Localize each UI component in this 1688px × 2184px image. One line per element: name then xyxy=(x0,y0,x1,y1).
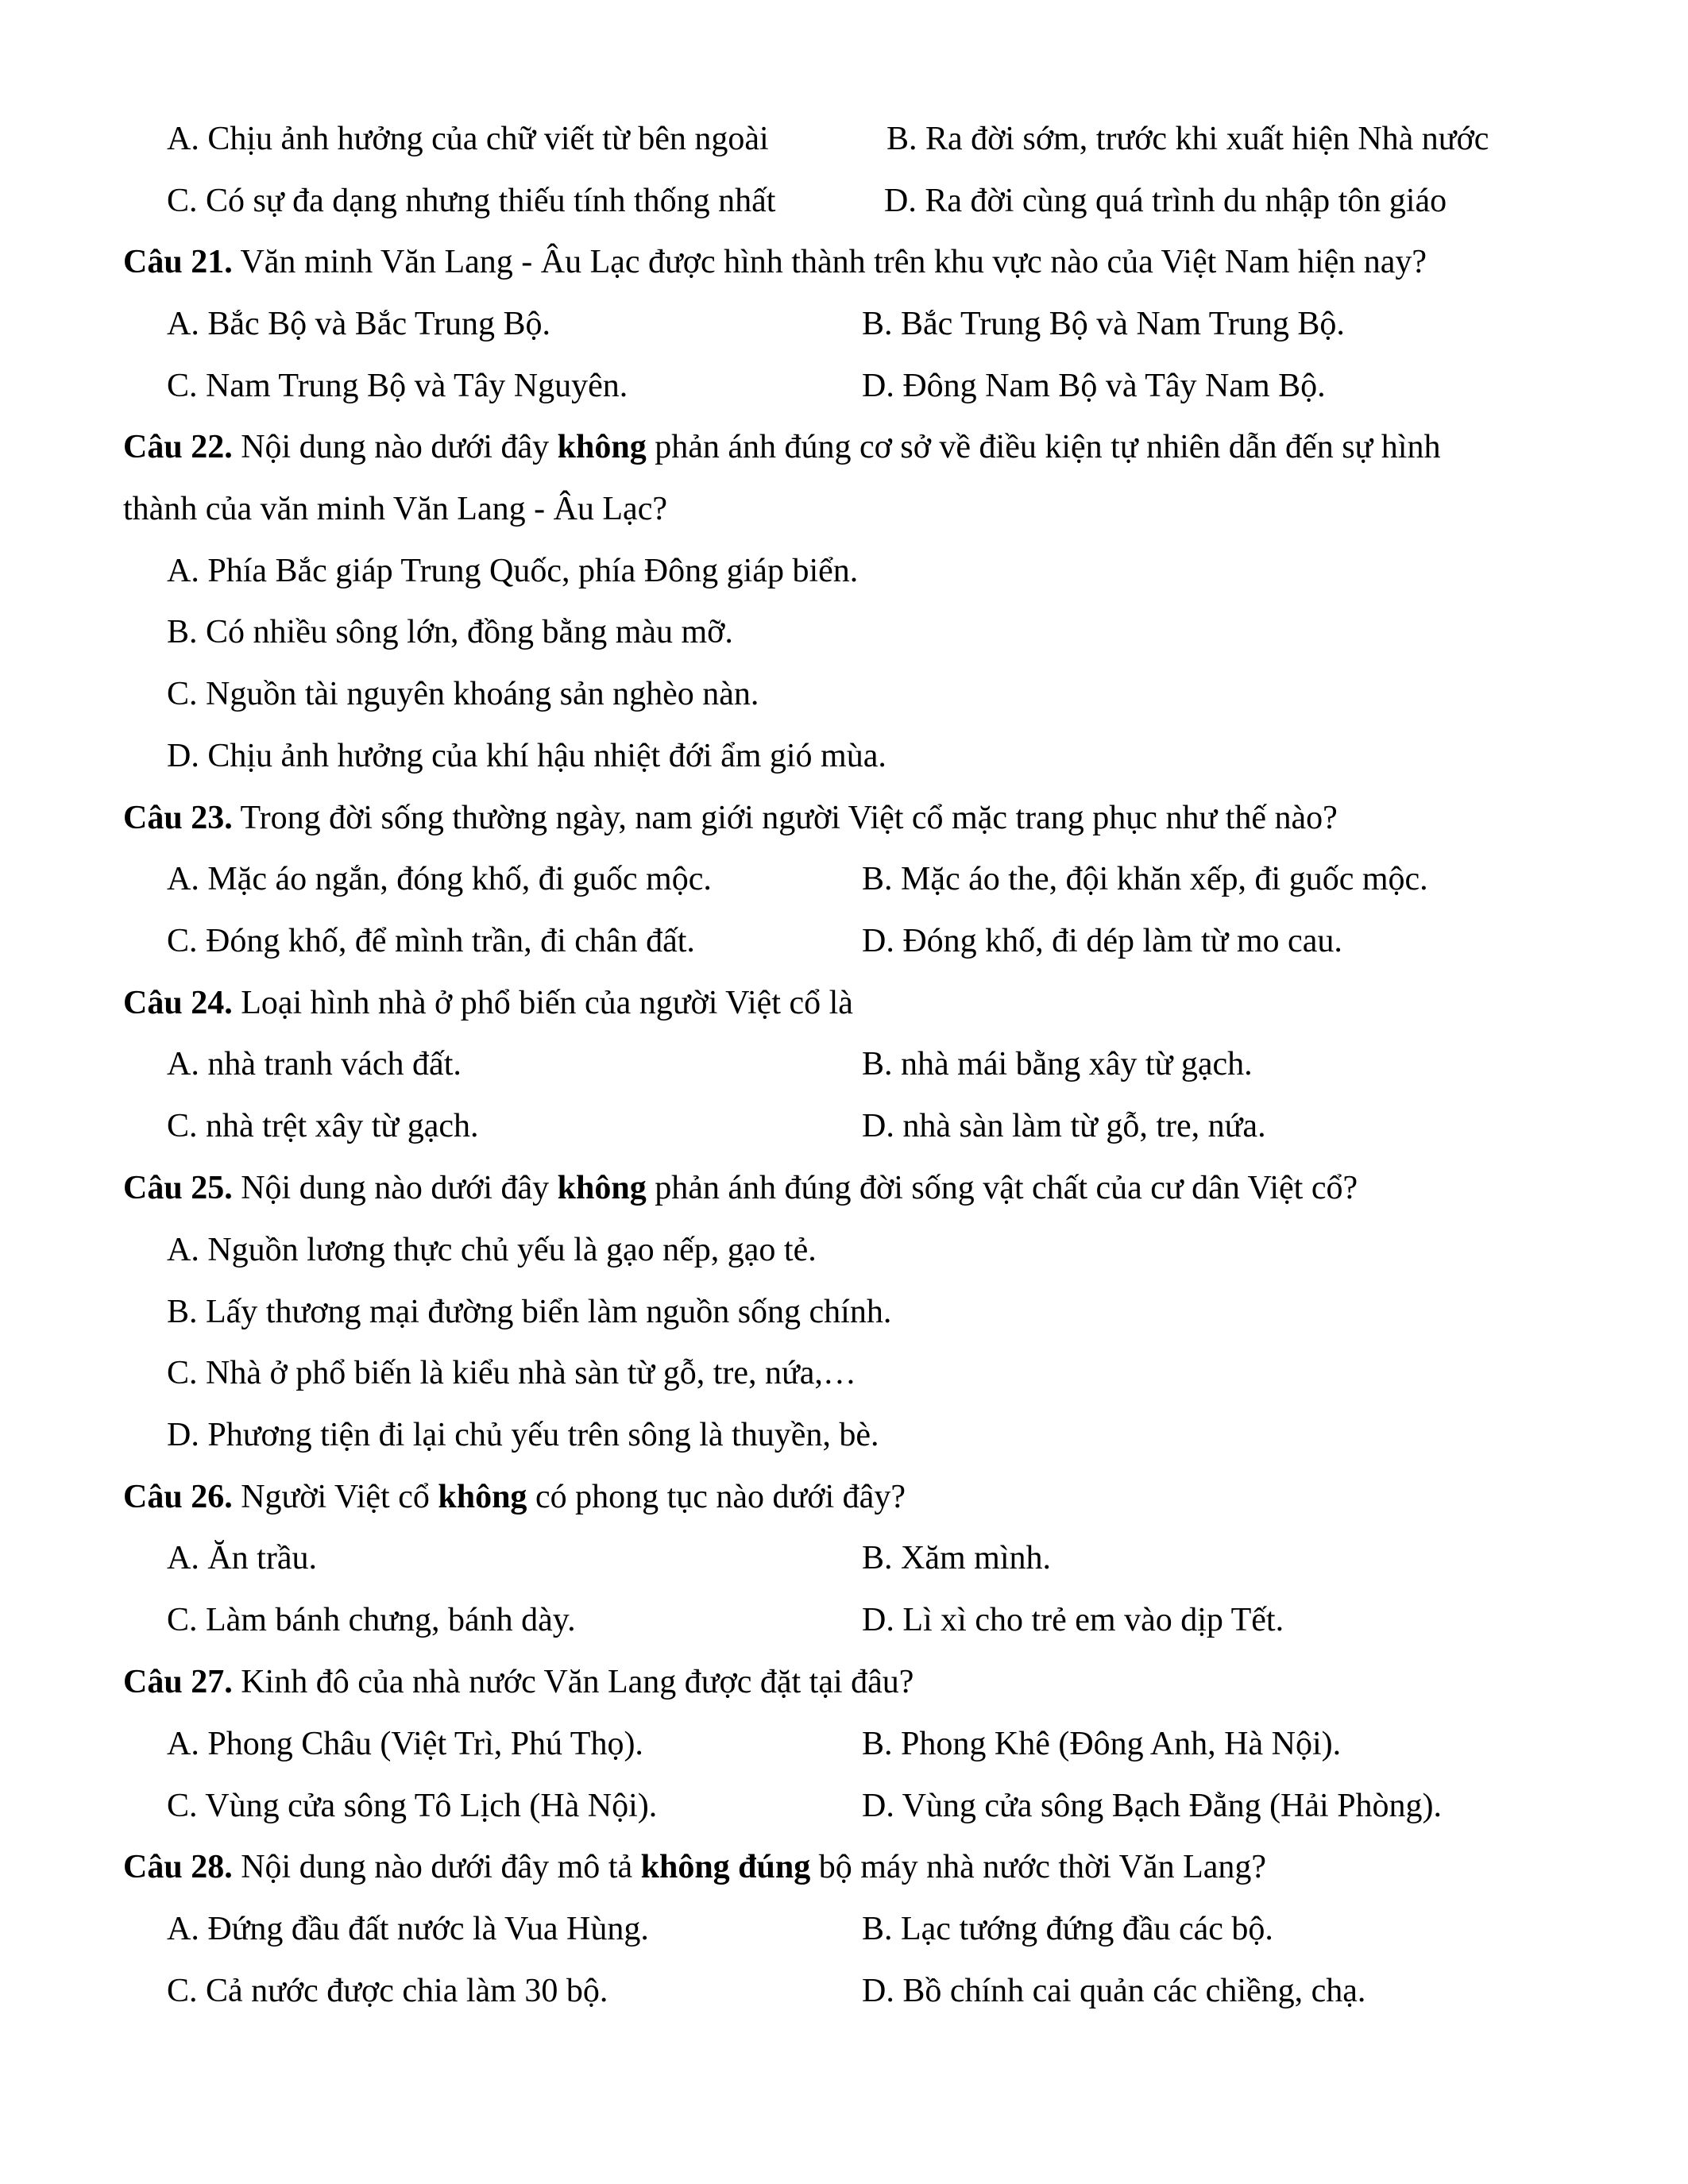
question-text-post: phản ánh đúng đời sống vật chất của cư dân Việt cổ? xyxy=(646,1170,1358,1206)
question-text: Kinh đô của nhà nước Văn Lang được đặt tại đâu? xyxy=(232,1664,914,1700)
question-text-pre: Nội dung nào dưới đây mô tả xyxy=(232,1849,641,1885)
option-b: B. Lạc tướng đứng đầu các bộ. xyxy=(862,1911,1273,1947)
option-d: D. Lì xì cho trẻ em vào dịp Tết. xyxy=(862,1602,1284,1638)
option-b: B. nhà mái bằng xây từ gạch. xyxy=(862,1046,1253,1082)
question-emphasis: không đúng xyxy=(640,1849,811,1885)
option-b: B. Xăm mình. xyxy=(862,1540,1051,1576)
question-text-post: có phong tục nào dưới đây? xyxy=(527,1479,906,1515)
question-text-pre: Nội dung nào dưới đây xyxy=(232,429,558,465)
question-label: Câu 23. xyxy=(123,800,233,836)
option-a: A. Bắc Bộ và Bắc Trung Bộ. xyxy=(167,306,550,342)
option-a: A. Phía Bắc giáp Trung Quốc, phía Đông giáp biển. xyxy=(167,553,859,589)
option-a: A. Mặc áo ngắn, đóng khố, đi guốc mộc. xyxy=(167,861,712,897)
option-b: B. Có nhiều sông lớn, đồng bằng màu mỡ. xyxy=(167,614,733,650)
question-text-pre: Người Việt cổ xyxy=(232,1479,438,1515)
option-c: C. Làm bánh chưng, bánh dày. xyxy=(167,1602,576,1638)
option-a: A. Nguồn lương thực chủ yếu là gạo nếp, gạo tẻ. xyxy=(167,1232,817,1268)
question-22 xyxy=(123,427,1440,467)
question-25 xyxy=(123,1168,1358,1208)
option-c: C. Nhà ở phổ biến là kiểu nhà sàn từ gỗ, tre, nứa,… xyxy=(167,1355,856,1391)
question-emphasis: không xyxy=(557,429,647,465)
option-a: A. Đứng đầu đất nước là Vua Hùng. xyxy=(167,1911,649,1947)
question-27 xyxy=(123,1662,914,1702)
option-b: B. Phong Khê (Đông Anh, Hà Nội). xyxy=(862,1726,1342,1762)
option-d: D. Chịu ảnh hưởng của khí hậu nhiệt đới ẩm gió mùa. xyxy=(167,738,886,774)
option-d: D. nhà sàn làm từ gỗ, tre, nứa. xyxy=(862,1108,1266,1144)
question-label: Câu 22. xyxy=(123,429,233,465)
question-21 xyxy=(123,242,1427,282)
question-text: Loại hình nhà ở phổ biến của người Việt cổ là xyxy=(232,985,853,1021)
question-label: Câu 26. xyxy=(123,1479,233,1515)
option-c: C. Đóng khố, để mình trần, đi chân đất. xyxy=(167,923,695,959)
question-label: Câu 25. xyxy=(123,1170,233,1206)
option-d: D. Vùng cửa sông Bạch Đằng (Hải Phòng). xyxy=(862,1788,1443,1824)
question-label: Câu 24. xyxy=(123,985,233,1021)
option-b: B. Ra đời sớm, trước khi xuất hiện Nhà nước xyxy=(886,121,1489,157)
option-d: D. Bồ chính cai quản các chiềng, chạ. xyxy=(862,1973,1366,2009)
option-c: C. Cả nước được chia làm 30 bộ. xyxy=(167,1973,608,2009)
option-a: A. nhà tranh vách đất. xyxy=(167,1046,462,1082)
option-b: B. Mặc áo the, đội khăn xếp, đi guốc mộc. xyxy=(862,861,1428,897)
option-a: A. Ăn trầu. xyxy=(167,1540,317,1576)
question-text-post: bộ máy nhà nước thời Văn Lang? xyxy=(810,1849,1267,1885)
option-c: C. Có sự đa dạng nhưng thiếu tính thống nhất xyxy=(167,183,776,219)
option-a: A. Phong Châu (Việt Trì, Phú Thọ). xyxy=(167,1726,643,1762)
option-a: A. Chịu ảnh hưởng của chữ viết từ bên ngoài xyxy=(167,121,769,157)
option-d: D. Phương tiện đi lại chủ yếu trên sông là thuyền, bè. xyxy=(167,1417,879,1453)
option-c: C. Nam Trung Bộ và Tây Nguyên. xyxy=(167,368,628,404)
question-label: Câu 28. xyxy=(123,1849,233,1885)
question-text-post: phản ánh đúng cơ sở về điều kiện tự nhiên dẫn đến sự hình xyxy=(646,429,1441,465)
question-label: Câu 21. xyxy=(123,244,233,280)
question-text: Văn minh Văn Lang - Âu Lạc được hình thành trên khu vực nào của Việt Nam hiện nay? xyxy=(232,244,1427,280)
question-emphasis: không xyxy=(438,1479,527,1515)
question-28 xyxy=(123,1847,1266,1887)
question-text: Trong đời sống thường ngày, nam giới người Việt cổ mặc trang phục như thế nào? xyxy=(232,800,1338,836)
question-22-continuation: thành của văn minh Văn Lang - Âu Lạc? xyxy=(123,491,667,527)
option-c: C. Nguồn tài nguyên khoáng sản nghèo nàn. xyxy=(167,676,759,712)
question-label: Câu 27. xyxy=(123,1664,233,1700)
question-24 xyxy=(123,983,853,1023)
option-d: D. Ra đời cùng quá trình du nhập tôn giáo xyxy=(884,183,1447,219)
question-emphasis: không xyxy=(557,1170,647,1206)
option-d: D. Đóng khố, đi dép làm từ mo cau. xyxy=(862,923,1342,959)
option-c: C. Vùng cửa sông Tô Lịch (Hà Nội). xyxy=(167,1788,658,1824)
option-b: B. Bắc Trung Bộ và Nam Trung Bộ. xyxy=(862,306,1345,342)
option-b: B. Lấy thương mại đường biển làm nguồn sống chính. xyxy=(167,1294,892,1330)
question-text-pre: Nội dung nào dưới đây xyxy=(232,1170,558,1206)
option-d: D. Đông Nam Bộ và Tây Nam Bộ. xyxy=(862,368,1326,404)
question-23 xyxy=(123,798,1338,838)
option-c: C. nhà trệt xây từ gạch. xyxy=(167,1108,479,1144)
question-26 xyxy=(123,1477,906,1517)
